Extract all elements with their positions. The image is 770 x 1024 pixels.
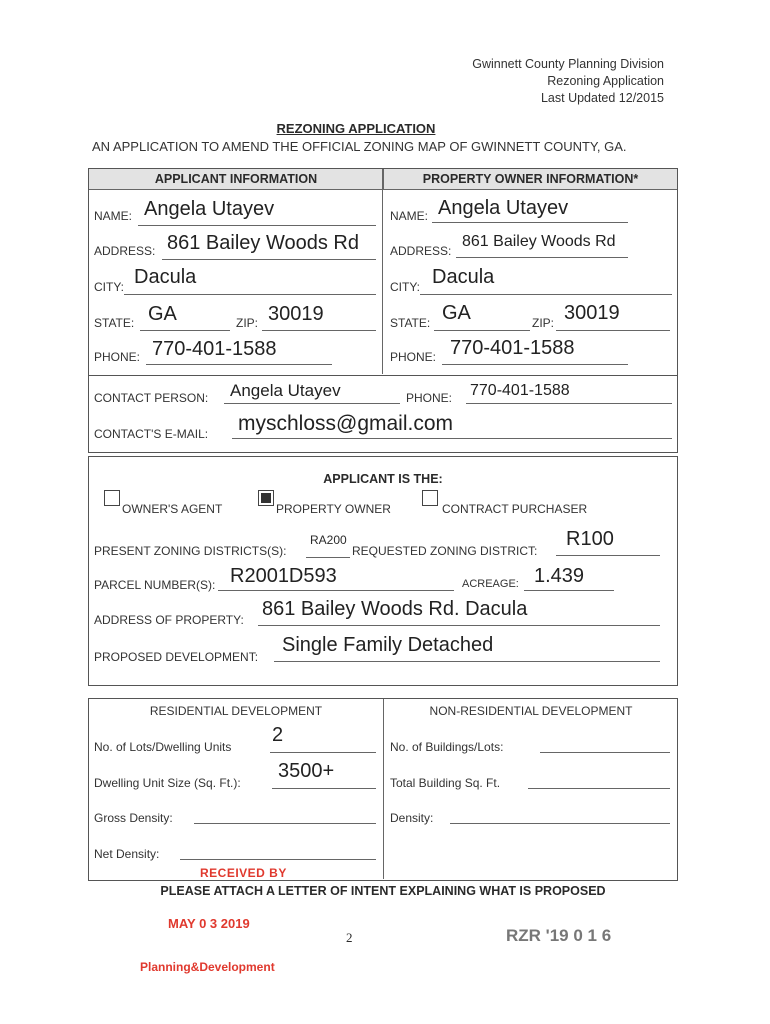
page-title: REZONING APPLICATION xyxy=(276,121,436,136)
owner-zip-label: ZIP: xyxy=(532,316,555,330)
header-updated: Last Updated 12/2015 xyxy=(540,91,664,105)
page-subtitle: AN APPLICATION TO AMEND THE OFFICIAL ZONING MAP OF GWINNETT COUNTY, GA. xyxy=(92,139,627,154)
applicant-name-label: NAME: xyxy=(94,209,133,223)
owner-address-field[interactable]: 861 Bailey Woods Rd xyxy=(462,233,616,250)
document-header xyxy=(472,56,664,107)
contact-email-label: CONTACT'S E-MAIL: xyxy=(94,427,209,441)
page-number: 2 xyxy=(346,930,353,945)
present-zoning-field[interactable]: RA200 xyxy=(310,533,347,547)
applicant-address-field[interactable]: 861 Bailey Woods Rd xyxy=(167,232,359,254)
nonresidential-heading: NON-RESIDENTIAL DEVELOPMENT xyxy=(429,704,633,718)
requested-zoning-field[interactable]: R100 xyxy=(566,528,614,550)
applicant-role-heading: APPLICANT IS THE: xyxy=(323,472,443,486)
contract-purchaser-label: CONTRACT PURCHASER xyxy=(442,502,588,516)
owner-name-label: NAME: xyxy=(390,209,429,223)
present-zoning-label: PRESENT ZONING DISTRICTS(S): xyxy=(94,544,287,558)
residential-heading: RESIDENTIAL DEVELOPMENT xyxy=(149,704,323,718)
contact-person-label: CONTACT PERSON: xyxy=(94,391,209,405)
proposed-development-label: PROPOSED DEVELOPMENT: xyxy=(94,650,259,664)
header-division: Gwinnett County Planning Division xyxy=(472,57,664,71)
lots-field[interactable]: 2 xyxy=(272,724,284,746)
contract-purchaser-checkbox[interactable] xyxy=(422,490,438,506)
applicant-zip-label: ZIP: xyxy=(236,316,259,330)
owner-name-field[interactable]: Angela Utayev xyxy=(438,197,569,219)
contact-person-field[interactable]: Angela Utayev xyxy=(230,381,341,400)
parcel-number-field[interactable]: R2001D593 xyxy=(230,565,337,587)
buildings-label: No. of Buildings/Lots: xyxy=(390,740,504,754)
applicant-state-field[interactable]: GA xyxy=(148,303,177,325)
owner-city-field[interactable]: Dacula xyxy=(432,266,495,288)
applicant-city-label: CITY: xyxy=(94,280,125,294)
applicant-address-label: ADDRESS: xyxy=(94,244,156,258)
contact-phone-field[interactable]: 770-401-1588 xyxy=(470,382,570,399)
header-form-name: Rezoning Application xyxy=(547,74,664,88)
acreage-label: ACREAGE: xyxy=(462,578,519,590)
development-divider xyxy=(383,699,384,879)
total-sqft-label: Total Building Sq. Ft. xyxy=(390,776,501,790)
applicant-phone-label: PHONE: xyxy=(94,350,141,364)
property-address-field[interactable]: 861 Bailey Woods Rd. Dacula xyxy=(262,598,528,620)
owner-state-label: STATE: xyxy=(390,316,431,330)
owner-phone-field[interactable]: 770-401-1588 xyxy=(450,337,575,359)
owner-phone-label: PHONE: xyxy=(390,350,437,364)
density-label: Density: xyxy=(390,811,434,825)
applicant-zip-field[interactable]: 30019 xyxy=(268,303,324,325)
unit-size-label: Dwelling Unit Size (Sq. Ft.): xyxy=(94,776,241,790)
owners-agent-label: OWNER'S AGENT xyxy=(122,502,223,516)
applicant-info-heading: APPLICANT INFORMATION xyxy=(89,169,383,190)
owner-info-heading: PROPERTY OWNER INFORMATION* xyxy=(383,169,677,190)
applicant-city-field[interactable]: Dacula xyxy=(134,266,197,288)
stamp-date: MAY 0 3 2019 xyxy=(168,916,250,931)
parcel-number-label: PARCEL NUMBER(S): xyxy=(94,578,216,592)
dept-stamp: Planning&Development xyxy=(140,960,275,974)
requested-zoning-label: REQUESTED ZONING DISTRICT: xyxy=(352,544,538,558)
contact-phone-label: PHONE: xyxy=(406,391,453,405)
property-address-label: ADDRESS OF PROPERTY: xyxy=(94,613,244,627)
case-number-stamp: RZR '19 0 1 6 xyxy=(506,926,612,945)
unit-size-field[interactable]: 3500+ xyxy=(278,760,335,782)
net-density-label: Net Density: xyxy=(94,847,160,861)
lots-label: No. of Lots/Dwelling Units xyxy=(94,740,232,754)
received-stamp: RECEIVED BY xyxy=(200,866,287,880)
contact-email-field[interactable]: myschloss@gmail.com xyxy=(238,412,454,435)
owners-agent-checkbox[interactable] xyxy=(104,490,120,506)
owner-state-field[interactable]: GA xyxy=(442,302,471,324)
applicant-name-field[interactable]: Angela Utayev xyxy=(144,198,275,220)
owner-city-label: CITY: xyxy=(390,280,421,294)
owner-zip-field[interactable]: 30019 xyxy=(564,302,620,324)
column-divider xyxy=(382,169,383,374)
property-owner-label: PROPERTY OWNER xyxy=(276,502,391,516)
applicant-phone-field[interactable]: 770-401-1588 xyxy=(152,338,277,360)
attach-letter-note: PLEASE ATTACH A LETTER OF INTENT EXPLAINING WHAT IS PROPOSED xyxy=(160,884,606,898)
applicant-state-label: STATE: xyxy=(94,316,135,330)
proposed-development-field[interactable]: Single Family Detached xyxy=(282,634,494,656)
owner-address-label: ADDRESS: xyxy=(390,244,452,258)
acreage-field[interactable]: 1.439 xyxy=(534,565,585,587)
gross-density-label: Gross Density: xyxy=(94,811,173,825)
property-owner-checkbox[interactable] xyxy=(258,490,274,506)
